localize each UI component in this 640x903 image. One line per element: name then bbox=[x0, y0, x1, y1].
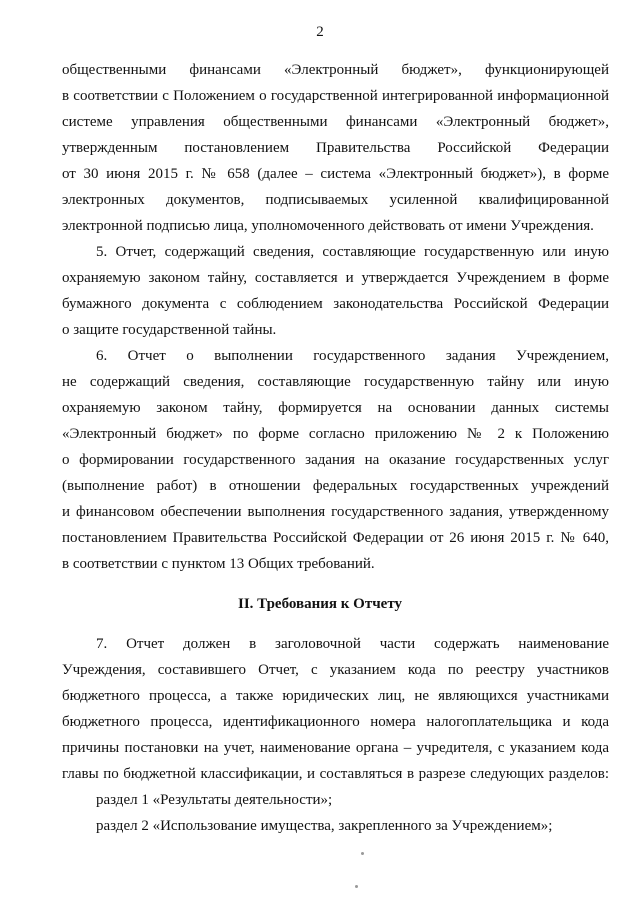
text-line: бюджетного процесса, а также юридических лиц, не являющихся участниками bbox=[62, 688, 609, 704]
text-line: в соответствии с Положением о государственной интегрированной информационной bbox=[62, 88, 609, 104]
text-line: о формировании государственного задания на оказание государственных услуг bbox=[62, 452, 609, 468]
text-line: утвержденным постановлением Правительства Российской Федерации bbox=[62, 140, 609, 156]
text-line: в соответствии с пунктом 13 Общих требований. bbox=[62, 556, 375, 572]
text-line: электронной подписью лица, уполномоченного действовать от имени Учреждения. bbox=[62, 218, 594, 234]
text-line: постановлением Правительства Российской Федерации от 26 июня 2015 г. № 640, bbox=[62, 530, 609, 546]
scan-speck bbox=[361, 852, 364, 855]
text-line: Учреждения, составившего Отчет, с указанием кода по реестру участников bbox=[62, 662, 609, 678]
text-line: «Электронный бюджет» по форме согласно приложению № 2 к Положению bbox=[62, 426, 609, 442]
text-line: причины постановки на учет, наименование органа – учредителя, с указанием кода bbox=[62, 740, 609, 756]
text-line: (выполнение работ) в отношении федеральных государственных учреждений bbox=[62, 478, 609, 494]
text-line: бюджетного процесса, идентификационного номера налогоплательщика и кода bbox=[62, 714, 609, 730]
text-line: и финансовом обеспечении выполнения государственного задания, утвержденному bbox=[62, 504, 609, 520]
section-list-item: раздел 2 «Использование имущества, закрепленного за Учреждением»; bbox=[96, 818, 553, 834]
paragraph-7-start: 7. Отчет должен в заголовочной части содержать наименование bbox=[96, 636, 609, 652]
text-line: охраняемую законом тайну, составляется и утверждается Учреждением в форме bbox=[62, 270, 609, 286]
text-line: электронных документов, подписываемых усиленной квалифицированной bbox=[62, 192, 609, 208]
page-number: 2 bbox=[316, 24, 324, 40]
text-line: не содержащий сведения, составляющие государственную тайну или иную bbox=[62, 374, 609, 390]
paragraph-5-start: 5. Отчет, содержащий сведения, составляющие государственную или иную bbox=[96, 244, 609, 260]
section-list-item: раздел 1 «Результаты деятельности»; bbox=[96, 792, 333, 808]
text-line: охраняемую законом тайну, формируется на основании данных системы bbox=[62, 400, 609, 416]
section-heading: II. Требования к Отчету bbox=[237, 596, 402, 612]
scan-speck bbox=[355, 885, 358, 888]
text-line: общественными финансами «Электронный бюджет», функционирующей bbox=[62, 62, 609, 78]
paragraph-6-start: 6. Отчет о выполнении государственного задания Учреждением, bbox=[96, 348, 609, 364]
text-line: бумажного документа с соблюдением законодательства Российской Федерации bbox=[62, 296, 609, 312]
text-line: главы по бюджетной классификации, и составляться в разрезе следующих разделов: bbox=[62, 766, 609, 782]
text-line: системе управления общественными финансами «Электронный бюджет», bbox=[62, 114, 609, 130]
text-line: о защите государственной тайны. bbox=[62, 322, 277, 338]
text-line: от 30 июня 2015 г. № 658 (далее – система «Электронный бюджет»), в форме bbox=[62, 166, 609, 182]
